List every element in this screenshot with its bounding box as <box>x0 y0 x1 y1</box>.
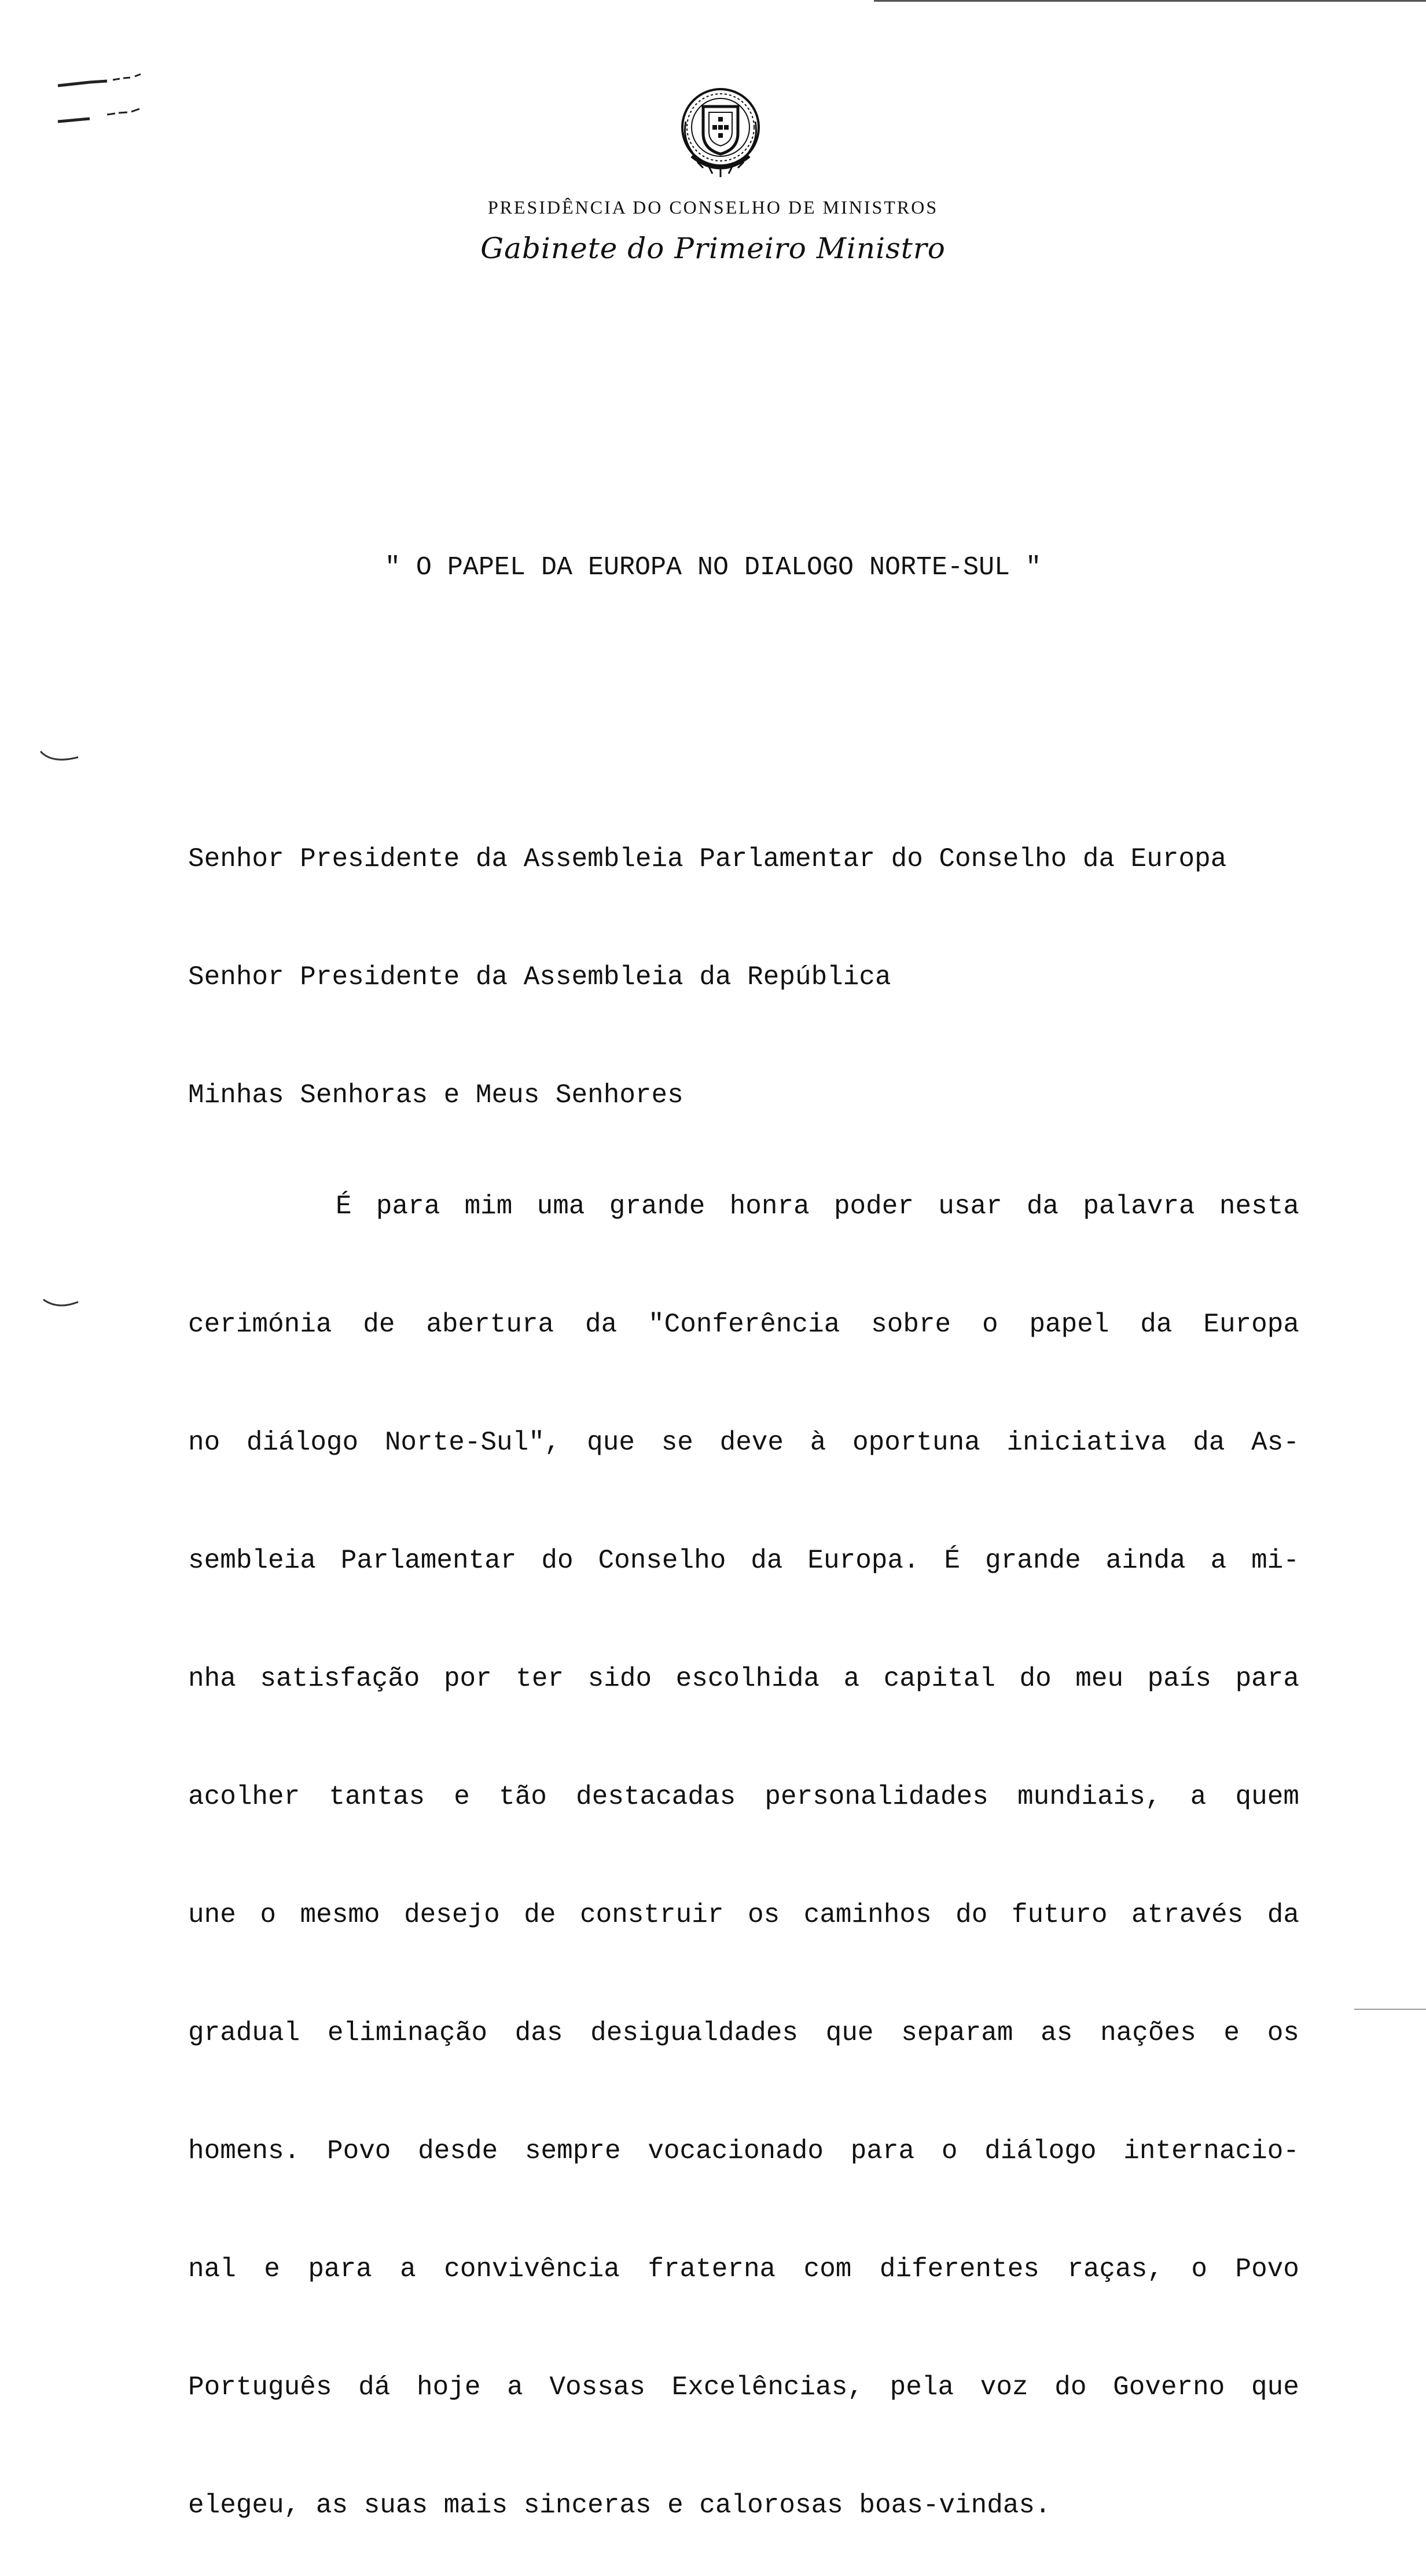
word: desigualdades <box>590 2018 799 2048</box>
word: da <box>1140 1309 1173 1340</box>
hole-punch-mark-upper <box>38 747 84 770</box>
word: país <box>1147 1664 1212 1694</box>
word: e <box>454 1782 470 1812</box>
word: e <box>264 2254 280 2284</box>
page-bottom-edge-line <box>1354 2009 1426 2010</box>
word: hoje <box>417 2372 481 2402</box>
word: voz <box>980 2372 1028 2402</box>
paragraph-line <box>188 1307 1299 1365</box>
word: Povo <box>326 2136 391 2166</box>
word: ter <box>516 1664 564 1694</box>
word: que <box>825 2018 874 2048</box>
word: Conselho <box>598 1546 726 1576</box>
word: Parlamentar <box>340 1546 517 1576</box>
paragraph-line <box>188 2134 1299 2192</box>
word: escolhida <box>675 1664 820 1694</box>
word: É <box>944 1546 961 1576</box>
word: vocacionado <box>648 2136 824 2166</box>
word: o <box>941 2136 958 2166</box>
margin-pen-marks <box>55 64 148 127</box>
word: os <box>747 1900 780 1930</box>
word: diferentes <box>879 2254 1039 2284</box>
word: no <box>188 1428 220 1458</box>
word: pela <box>890 2372 954 2402</box>
word: do <box>1019 1664 1052 1694</box>
word: o <box>982 1309 998 1340</box>
word: mi- <box>1251 1546 1299 1576</box>
word: da <box>1193 1428 1225 1458</box>
word: Excelências, <box>671 2372 863 2402</box>
word: tantas <box>329 1782 425 1812</box>
word: do <box>1054 2372 1087 2402</box>
word: Vossas <box>549 2372 646 2402</box>
word: através <box>1131 1900 1244 1930</box>
word: meu <box>1075 1664 1124 1694</box>
word: Governo <box>1113 2372 1225 2402</box>
word: a <box>400 2254 416 2284</box>
word: o <box>1191 2254 1208 2284</box>
word: É <box>336 1191 352 1221</box>
word: de <box>363 1309 395 1340</box>
word: mundiais, <box>1017 1782 1162 1812</box>
salutation-line: Senhor Presidente da Assembleia da República <box>188 962 891 992</box>
word: construir <box>579 1900 724 1930</box>
word: nações <box>1100 2018 1196 2048</box>
salutation-line: Senhor Presidente da Assembleia Parlamentar do Conselho da Europa <box>188 844 1227 874</box>
word: com <box>803 2254 852 2284</box>
word: para <box>850 2136 915 2166</box>
word: sobre <box>871 1309 951 1340</box>
word: grande <box>985 1546 1081 1576</box>
word: separam <box>901 2018 1013 2048</box>
salutation-line: Minhas Senhoras e Meus Senhores <box>188 1080 683 1110</box>
word: personalidades <box>765 1782 988 1812</box>
paragraph-line <box>188 2370 1299 2428</box>
word: para <box>1235 1664 1299 1694</box>
word: homens. <box>188 2136 300 2166</box>
speech-title: " O PAPEL DA EUROPA NO DIALOGO NORTE-SUL " <box>384 553 1042 582</box>
word: para <box>308 2254 372 2284</box>
word: tão <box>499 1782 547 1812</box>
word: diálogo <box>984 2136 1097 2166</box>
word: grande <box>609 1191 705 1221</box>
word: internacio- <box>1123 2136 1299 2166</box>
word: da <box>1026 1191 1059 1221</box>
word: mim <box>464 1191 513 1221</box>
word: palavra <box>1083 1191 1195 1221</box>
word: à <box>810 1428 826 1458</box>
word: da <box>585 1309 618 1340</box>
word: sempre <box>524 2136 621 2166</box>
body-paragraph <box>188 1129 1299 2576</box>
word: a <box>1190 1782 1207 1812</box>
word: As- <box>1251 1428 1299 1458</box>
word: Europa <box>1203 1309 1299 1340</box>
word: desde <box>418 2136 498 2166</box>
word: as <box>1041 2018 1073 2048</box>
word: caminhos <box>803 1900 932 1930</box>
word: a <box>843 1664 860 1694</box>
word: quem <box>1235 1782 1299 1812</box>
word: poder <box>833 1191 914 1221</box>
word: raças, <box>1067 2254 1163 2284</box>
paragraph-line <box>188 2252 1299 2310</box>
word: Norte-Sul", <box>384 1428 561 1458</box>
word: honra <box>729 1191 810 1221</box>
word: usar <box>938 1191 1002 1221</box>
word: futuro <box>1011 1900 1108 1930</box>
salutations <box>188 781 1226 1166</box>
ministry-name: PRESIDÊNCIA DO CONSELHO DE MINISTROS <box>487 197 939 218</box>
word: acolher <box>188 1782 300 1812</box>
word: mesmo <box>300 1900 380 1930</box>
word: satisfação <box>260 1664 420 1694</box>
word: ainda <box>1105 1546 1186 1576</box>
word: deve <box>719 1428 784 1458</box>
word: que <box>1251 2372 1299 2402</box>
word: se <box>661 1428 693 1458</box>
word: nha <box>188 1664 236 1694</box>
paragraph-line <box>188 2016 1299 2074</box>
word: diálogo <box>246 1428 359 1458</box>
word: do <box>541 1546 574 1576</box>
word: oportuna <box>852 1428 980 1458</box>
word: a <box>507 2372 523 2402</box>
word: e <box>1223 2018 1240 2048</box>
word: Português <box>188 2372 332 2402</box>
page-top-edge-line <box>874 0 1426 2</box>
word: nal <box>188 2254 236 2284</box>
word: de <box>524 1900 556 1930</box>
word: por <box>443 1664 492 1694</box>
portuguese-coat-of-arms-icon <box>674 81 767 185</box>
word: para <box>376 1191 440 1221</box>
word: da <box>1267 1900 1299 1930</box>
word: do <box>955 1900 988 1930</box>
word: o <box>260 1900 276 1930</box>
paragraph-line <box>188 1779 1299 1837</box>
office-name: Gabinete do Primeiro Ministro <box>480 232 946 265</box>
word: os <box>1267 2018 1299 2048</box>
word: a <box>1210 1546 1227 1576</box>
word: capital <box>883 1664 995 1694</box>
paragraph-line: elegeu, as suas mais sinceras e calorosas boas-vindas. <box>188 2490 1051 2520</box>
word: uma <box>536 1191 585 1221</box>
paragraph-line <box>188 1543 1299 1601</box>
word: "Conferência <box>648 1309 840 1340</box>
word: das <box>514 2018 563 2048</box>
word: dá <box>358 2372 391 2402</box>
word: desejo <box>404 1900 500 1930</box>
word: da <box>751 1546 783 1576</box>
paragraph-line <box>188 1898 1299 1955</box>
word: papel <box>1029 1309 1109 1340</box>
word: sembleia <box>188 1546 316 1576</box>
word: une <box>188 1900 236 1930</box>
word: Povo <box>1235 2254 1299 2284</box>
word: que <box>587 1428 635 1458</box>
paragraph-line <box>188 1425 1299 1483</box>
word: destacadas <box>576 1782 736 1812</box>
hole-punch-mark-lower <box>41 1294 87 1317</box>
word: cerimónia <box>188 1309 332 1340</box>
word: abertura <box>426 1309 554 1340</box>
word: iniciativa <box>1006 1428 1167 1458</box>
word: convivência <box>444 2254 620 2284</box>
paragraph-line <box>188 1189 1299 1247</box>
word: Europa. <box>807 1546 920 1576</box>
word: nesta <box>1219 1191 1299 1221</box>
word: eliminação <box>327 2018 487 2048</box>
word: sido <box>587 1664 652 1694</box>
paragraph-line <box>188 1661 1299 1719</box>
word: fraterna <box>648 2254 776 2284</box>
word: gradual <box>188 2018 300 2048</box>
